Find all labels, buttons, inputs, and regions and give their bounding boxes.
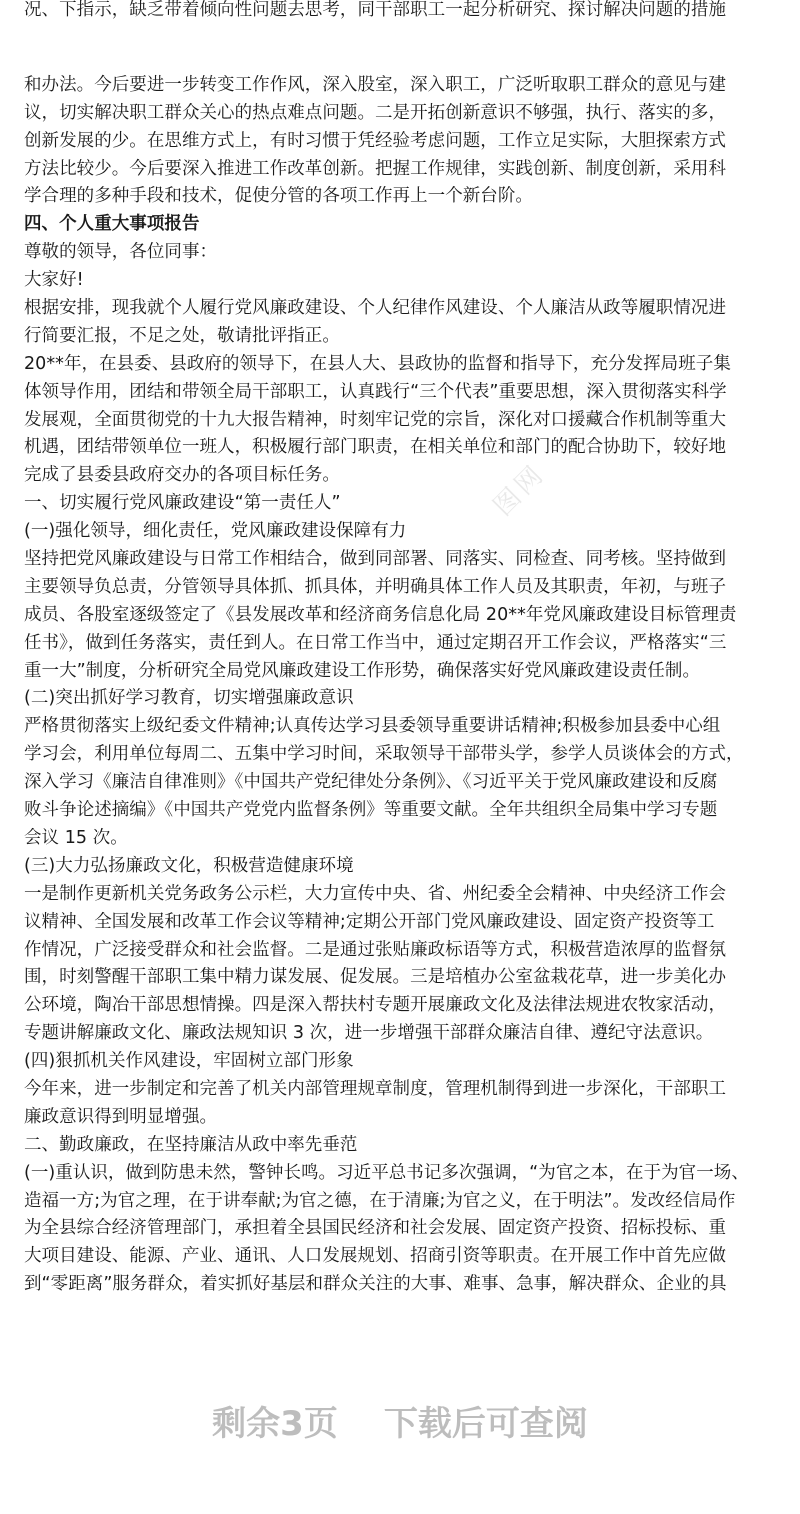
text-line: 作情况，广泛接受群众和社会监督。二是通过张贴廉政标语等方式，积极营造浓厚的监督氛 (24, 939, 726, 960)
document-lines (24, 72, 780, 1299)
text-line: 20**年，在县委、县政府的领导下，在县人大、县政协的监督和指导下，充分发挥局班子集 (24, 353, 731, 374)
text-line: 今年来，进一步制定和完善了机关内部管理规章制度，管理机制得到进一步深化，干部职工 (24, 1078, 726, 1099)
text-line: 成员、各股室逐级签定了《县发展改革和经济商务信息化局 20**年党风廉政建设目标管理责 (24, 604, 737, 625)
text-line: 坚持把党风廉政建设与日常工作相结合，做到同部署、同落实、同检查、同考核。坚持做到 (24, 549, 726, 570)
text-line: 况、下指示，缺乏带着倾向性问题去思考，同干部职工一起分析研究、探讨解决问题的措施 (24, 0, 726, 20)
text-line: 议精神、全国发展和改革工作会议等精神;定期公开部门党风廉政建设、固定资产投资等工 (24, 911, 715, 932)
download-to-view-label: 下载后可查阅 (383, 1404, 588, 1444)
text-line: 发展观，全面贯彻党的十九大报告精神，时刻牢记党的宗旨，深化对口援藏合作机制等重大 (24, 409, 726, 430)
text-line: 议，切实解决职工群众关心的热点难点问题。二是开拓创新意识不够强，执行、落实的多， (24, 102, 726, 123)
text-line: 廉政意识得到明显增强。 (24, 1106, 218, 1127)
text-line: 败斗争论述摘编》《中国共产党党内监督条例》等重要文献。全年共组织全局集中学习专题 (24, 800, 718, 821)
text-line: 深入学习《廉洁自律准则》《中国共产党纪律处分条例》、《习近平关于党风廉政建设和反腐 (24, 772, 718, 793)
text-line: 围，时刻警醒干部职工集中精力谋发展、促发展。三是培植办公室盆栽花草，进一步美化办 (24, 967, 726, 988)
text-line: 严格贯彻落实上级纪委文件精神;认真传达学习县委领导重要讲话精神;积极参加县委中心组 (24, 716, 721, 737)
document-body (24, 0, 780, 1299)
text-line: 大家好! (24, 270, 84, 291)
text-line: 会议 15 次。 (24, 827, 128, 848)
text-line: 学习会，利用单位每周二、五集中学习时间，采取领导干部带头学，参学人员谈体会的方式， (24, 744, 744, 765)
text-line: 公环境，陶冶干部思想情操。四是深入帮扶村专题开展廉政文化及法律法规进农牧家活动， (24, 995, 726, 1016)
text-line: 学合理的多种手段和技术，促使分管的各项工作再上一个新台阶。 (24, 186, 533, 207)
text-line: 行简要汇报，不足之处，敬请批评指正。 (24, 325, 340, 346)
text-line: (三)大力弘扬廉政文化，积极营造健康环境 (24, 855, 354, 876)
text-line: 造福一方;为官之理，在于讲奉献;为官之德，在于清廉;为官之义，在于明法”。发改经信局作 (24, 1190, 736, 1211)
text-line: 任书》，做到任务落实，责任到人。在日常工作当中，通过定期召开工作会议，严格落实“三 (24, 632, 727, 653)
text-line: 一、切实履行党风廉政建设“第一责任人” (24, 493, 341, 514)
text-line: 重一大”制度，分析研究全局党风廉政建设工作形势，确保落实好党风廉政建设责任制。 (24, 660, 701, 681)
text-line: 为全县综合经济管理部门，承担着全县国民经济和社会发展、固定资产投资、招标投标、重 (24, 1218, 726, 1239)
text-line: 根据安排，现我就个人履行党风廉政建设、个人纪律作风建设、个人廉洁从政等履职情况进 (24, 298, 726, 319)
text-line: (二)突出抓好学习教育，切实增强廉政意识 (24, 688, 354, 709)
text-line: 二、勤政廉政，在坚持廉洁从政中率先垂范 (24, 1134, 358, 1155)
text-line: (一)强化领导，细化责任，党风廉政建设保障有力 (24, 521, 407, 542)
text-line: 体领导作用，团结和带领全局干部职工，认真践行“三个代表”重要思想，深入贯彻落实科学 (24, 381, 727, 402)
text-line: (一)重认识，做到防患未然，警钟长鸣。习近平总书记多次强调，“为官之本，在于为官一场、 (24, 1162, 749, 1183)
text-line: 方法比较少。今后要深入推进工作改革创新。把握工作规律，实践创新、制度创新，采用科 (24, 158, 726, 179)
remaining-pages-label: 剩余3页 (212, 1404, 338, 1444)
text-line: 创新发展的少。在思维方式上，有时习惯于凭经验考虑问题，工作立足实际，大胆探索方式 (24, 130, 726, 151)
download-prompt[interactable] (0, 1396, 800, 1445)
text-line: 和办法。今后要进一步转变工作作风，深入股室，深入职工，广泛听取职工群众的意见与建 (24, 74, 726, 95)
section-heading: 四、个人重大事项报告 (24, 214, 200, 235)
watermark: 图网 (487, 458, 552, 523)
text-line: 主要领导负总责，分管领导具体抓、抓具体，并明确具体工作人员及其职责，年初，与班子 (24, 576, 726, 597)
text-line: 专题讲解廉政文化、廉政法规知识 3 次，进一步增强干部群众廉洁自律、遵纪守法意识。 (24, 1023, 714, 1044)
text-line: 尊敬的领导，各位同事： (24, 242, 218, 263)
page-gap (24, 25, 780, 72)
text-line: 到“零距离”服务群众，着实抓好基层和群众关注的大事、难事、急事，解决群众、企业的具 (24, 1274, 727, 1295)
text-line: 大项目建设、能源、产业、通讯、人口发展规划、招商引资等职责。在开展工作中首先应做 (24, 1246, 726, 1267)
text-line: 完成了县委县政府交办的各项目标任务。 (24, 465, 340, 486)
text-line: 机遇，团结带领单位一班人，积极履行部门职责，在相关单位和部门的配合协助下，较好地 (24, 437, 726, 458)
text-line: 一是制作更新机关党务政务公示栏，大力宣传中央、省、州纪委全会精神、中央经济工作会 (24, 883, 726, 904)
text-line: (四)狠抓机关作风建设，牢固树立部门形象 (24, 1051, 354, 1072)
